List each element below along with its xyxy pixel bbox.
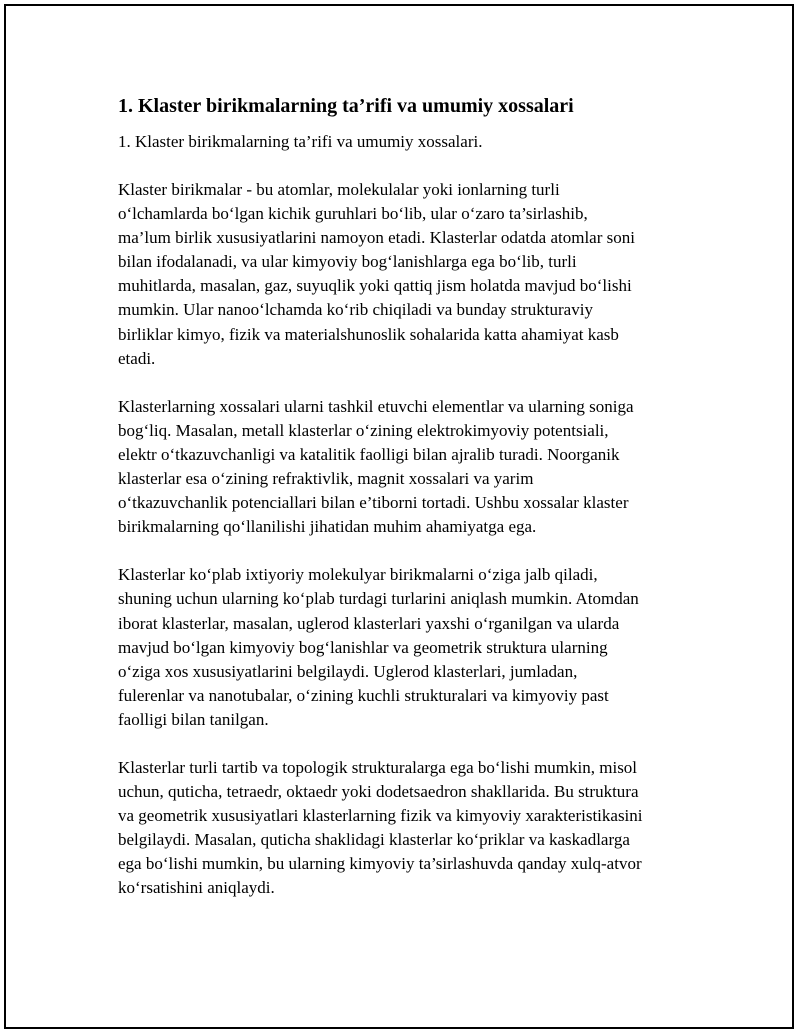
paragraph xyxy=(118,756,698,901)
paragraph-line: ma’lum birlik xususiyatlarini namoyon etadi. Klasterlar odatda atomlar soni xyxy=(118,228,635,248)
paragraph-line: iborat klasterlar, masalan, uglerod klasterlari yaxshi o‘rganilgan va ularda xyxy=(118,613,620,633)
paragraph xyxy=(118,178,698,371)
paragraph-line: muhitlarda, masalan, gaz, suyuqlik yoki qattiq jism holatda mavjud bo‘lishi xyxy=(118,276,632,296)
paragraph-line: bilan ifodalanadi, va ular kimyoviy bog‘lanishlarga ega bo‘lib, turli xyxy=(118,252,577,272)
paragraph-line: o‘tkazuvchanlik potenciallari bilan e’tiborni tortadi. Ushbu xossalar klaster xyxy=(118,493,629,513)
paragraph-line: etadi. xyxy=(118,348,156,368)
paragraph-line: birikmalarning qo‘llanilishi jihatidan muhim ahamiyatga ega. xyxy=(118,517,537,537)
document-heading: 1. Klaster birikmalarning ta’rifi va umumiy xossalari xyxy=(118,95,574,117)
paragraph xyxy=(118,395,698,540)
paragraph-line: elektr o‘tkazuvchanligi va katalitik faolligi bilan ajralib turadi. Noorganik xyxy=(118,444,620,464)
paragraph-line: fulerenlar va nanotubalar, o‘zining kuchli strukturalari va kimyoviy past xyxy=(118,685,609,705)
paragraph-line: belgilaydi. Masalan, quticha shaklidagi klasterlar ko‘priklar va kaskadlarga xyxy=(118,830,630,850)
paragraph-line: faolligi bilan tanilgan. xyxy=(118,709,269,729)
paragraph-line: mavjud bo‘lgan kimyoviy bog‘lanishlar va geometrik struktura ularning xyxy=(118,637,608,657)
paragraph xyxy=(118,563,698,732)
paragraph-line: va geometrik xususiyatlari klasterlarning fizik va kimyoviy xarakteristikasini xyxy=(118,806,643,826)
paragraph-line: Klasterlar turli tartib va topologik strukturalarga ega bo‘lishi mumkin, misol xyxy=(118,757,638,777)
paragraph-line: klasterlar esa o‘zining refraktivlik, magnit xossalari va yarim xyxy=(118,469,534,489)
document-body xyxy=(118,92,698,925)
paragraph-line: ko‘rsatishini aniqlaydi. xyxy=(118,878,275,898)
paragraph-line: bog‘liq. Masalan, metall klasterlar o‘zining elektrokimyoviy potentsiali, xyxy=(118,420,609,440)
paragraph-line: mumkin. Ular nanoo‘lchamda ko‘rib chiqiladi va bunday strukturaviy xyxy=(118,300,593,320)
paragraph-line: shuning uchun ularning ko‘plab turdagi turlarini aniqlash mumkin. Atomdan xyxy=(118,589,639,609)
paragraph-line: Klaster birikmalar - bu atomlar, molekulalar yoki ionlarning turli xyxy=(118,180,560,199)
paragraph-line: o‘ziga xos xususiyatlarini belgilaydi. Uglerod klasterlari, jumladan, xyxy=(118,661,578,681)
paragraph-line: uchun, quticha, tetraedr, oktaedr yoki dodetsaedron shakllarida. Bu struktura xyxy=(118,782,639,802)
paragraph-line: Klasterlar ko‘plab ixtiyoriy molekulyar birikmalarni o‘ziga jalb qiladi, xyxy=(118,565,598,585)
document-subtitle: 1. Klaster birikmalarning ta’rifi va umumiy xossalari. xyxy=(118,132,483,151)
paragraph-line: o‘lchamlarda bo‘lgan kichik guruhlari bo‘lib, ular o‘zaro ta’sirlashib, xyxy=(118,204,588,224)
paragraph-line: ega bo‘lishi mumkin, bu ularning kimyoviy ta’sirlashuvda qanday xulq-atvor xyxy=(118,854,642,874)
paragraph-line: Klasterlarning xossalari ularni tashkil etuvchi elementlar va ularning soniga xyxy=(118,396,634,416)
paragraph-list xyxy=(118,178,698,901)
paragraph-line: birliklar kimyo, fizik va materialshunoslik sohalarida katta ahamiyat kasb xyxy=(118,324,619,344)
